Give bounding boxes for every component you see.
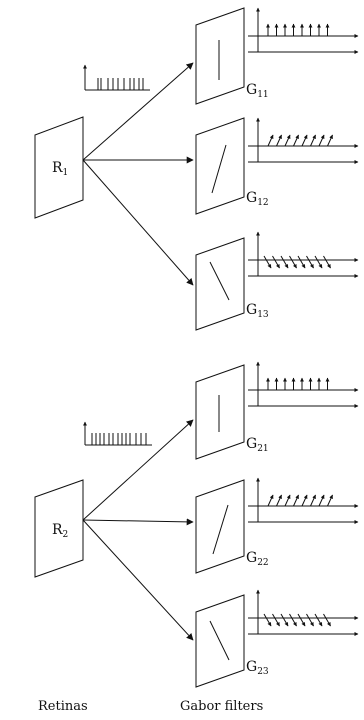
retina-r1-label: $R_1$ bbox=[52, 160, 69, 178]
output-arrow-mark bbox=[277, 495, 282, 506]
filter-g11-label: $G_{11}$ bbox=[246, 82, 269, 100]
output-arrow-mark bbox=[298, 256, 305, 268]
filter-g22-panel bbox=[196, 480, 244, 573]
output-arrow-mark bbox=[311, 495, 316, 506]
filter-g21-panel bbox=[196, 365, 244, 459]
output-arrow-mark bbox=[290, 256, 297, 268]
filter-g13-label: $G_{13}$ bbox=[246, 302, 269, 320]
output-arrow-mark bbox=[307, 614, 314, 626]
filter-g11-panel bbox=[196, 8, 244, 104]
output-g21 bbox=[248, 362, 358, 406]
output-arrow-mark bbox=[307, 256, 314, 268]
output-arrow-mark bbox=[277, 135, 282, 146]
retina-r2-label: $R_2$ bbox=[52, 522, 69, 540]
output-arrow-mark bbox=[328, 495, 333, 506]
retina-group-2 bbox=[35, 362, 358, 687]
retina-group-1 bbox=[35, 8, 358, 330]
output-arrow-mark bbox=[315, 256, 322, 268]
output-arrow-mark bbox=[302, 135, 307, 146]
output-arrow-mark bbox=[294, 495, 299, 506]
output-arrow-mark bbox=[264, 256, 271, 268]
input-spike-train-1 bbox=[85, 65, 150, 90]
output-g11 bbox=[248, 8, 358, 52]
output-arrow-mark bbox=[268, 135, 273, 146]
output-arrow-mark bbox=[281, 614, 288, 626]
output-arrow-mark bbox=[324, 614, 331, 626]
output-arrow-mark bbox=[302, 495, 307, 506]
filter-g21-label: $G_{21}$ bbox=[246, 436, 269, 454]
output-arrow-mark bbox=[324, 256, 331, 268]
output-arrow-mark bbox=[319, 135, 324, 146]
output-g13 bbox=[248, 232, 358, 276]
filter-g23-label: $G_{23}$ bbox=[246, 659, 269, 677]
arrow-r1-g11 bbox=[83, 63, 193, 160]
output-arrow-mark bbox=[273, 614, 280, 626]
output-arrow-mark bbox=[268, 495, 273, 506]
output-arrow-mark bbox=[315, 614, 322, 626]
filter-g12-label: $G_{12}$ bbox=[246, 190, 269, 208]
output-g22 bbox=[248, 478, 358, 522]
output-arrow-mark bbox=[290, 614, 297, 626]
output-arrow-mark bbox=[328, 135, 333, 146]
output-g23 bbox=[248, 590, 358, 634]
caption-retinas: Retinas bbox=[38, 699, 88, 714]
output-arrow-mark bbox=[311, 135, 316, 146]
output-arrow-mark bbox=[294, 135, 299, 146]
output-arrow-mark bbox=[281, 256, 288, 268]
arrow-r2-g22 bbox=[83, 520, 193, 522]
arrow-r2-g23 bbox=[83, 520, 193, 640]
output-arrow-mark bbox=[264, 614, 271, 626]
caption-gabor-filters: Gabor filters bbox=[180, 699, 264, 714]
output-arrow-mark bbox=[285, 135, 290, 146]
filter-g22-label: $G_{22}$ bbox=[246, 550, 269, 568]
input-spike-train-2 bbox=[85, 422, 152, 445]
arrow-r1-g13 bbox=[83, 160, 193, 285]
output-arrow-mark bbox=[319, 495, 324, 506]
output-g12 bbox=[248, 118, 358, 162]
output-arrow-mark bbox=[298, 614, 305, 626]
output-arrow-mark bbox=[273, 256, 280, 268]
output-arrow-mark bbox=[285, 495, 290, 506]
filter-g13-panel bbox=[196, 238, 244, 330]
